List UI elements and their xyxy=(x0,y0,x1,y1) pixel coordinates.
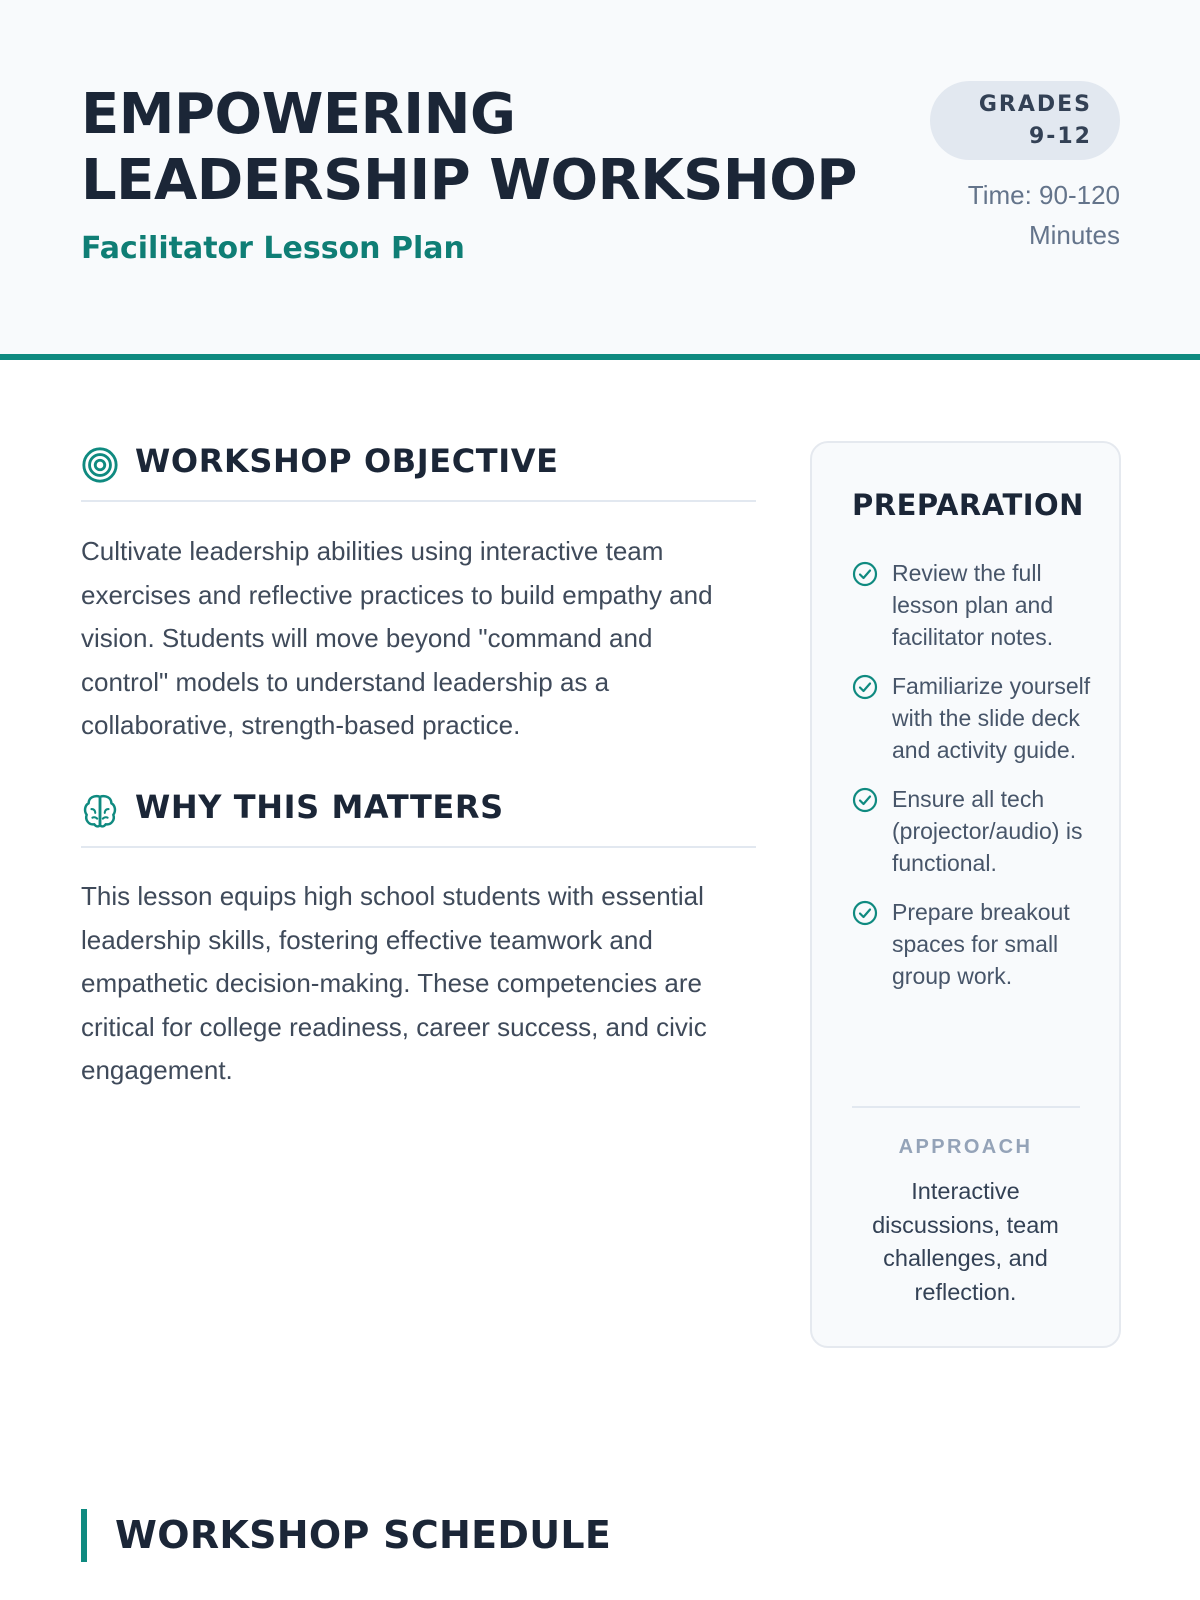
preparation-card xyxy=(810,441,1121,1348)
grades-range: 9-12 xyxy=(1028,123,1092,149)
preparation-item-text: Prepare breakout spaces for small group work. xyxy=(892,899,1070,989)
grades-label: GRADES xyxy=(978,91,1092,117)
check-circle-icon xyxy=(852,900,878,926)
preparation-item-text: Familiarize yourself with the slide deck and activity guide. xyxy=(892,673,1091,763)
preparation-item xyxy=(852,896,1092,992)
preparation-divider xyxy=(852,1106,1080,1108)
page-title: EMPOWERING LEADERSHIP WORKSHOP xyxy=(81,82,857,213)
objective-text: Cultivate leadership abilities using interactive team exercises and reflective practices to build empathy and vision. Students will move beyond "command and control" models to understand leadership as a collaborative, strength-based practice. xyxy=(81,536,713,740)
grades-badge xyxy=(930,81,1120,160)
check-circle-icon xyxy=(852,787,878,813)
objective-section-header xyxy=(81,436,756,502)
preparation-heading: PREPARATION xyxy=(852,488,1084,522)
why-text: This lesson equips high school students with essential leadership skills, fostering effective teamwork and empathetic decision-making. These competencies are critical for college readiness, career success, and civic engagement. xyxy=(81,881,707,1085)
approach-text: Interactive discussions, team challenges, and reflection. xyxy=(872,1178,1059,1305)
preparation-item xyxy=(852,670,1092,766)
preparation-item xyxy=(852,783,1092,879)
check-circle-icon xyxy=(852,561,878,587)
schedule-accent-bar xyxy=(81,1509,87,1562)
objective-heading: WORKSHOP OBJECTIVE xyxy=(135,442,559,480)
brain-icon xyxy=(81,792,119,830)
target-icon xyxy=(81,446,119,484)
why-heading: WHY THIS MATTERS xyxy=(135,788,504,826)
preparation-item-text: Review the full lesson plan and facilitator notes. xyxy=(892,560,1054,650)
preparation-list xyxy=(852,557,1092,1009)
preparation-item xyxy=(852,557,1092,653)
preparation-item-text: Ensure all tech (projector/audio) is functional. xyxy=(892,786,1083,876)
page-subtitle: Facilitator Lesson Plan xyxy=(81,231,465,266)
schedule-heading: WORKSHOP SCHEDULE xyxy=(115,1513,612,1557)
duration-text: Time: 90-120 Minutes xyxy=(967,180,1120,250)
why-section-header xyxy=(81,782,756,848)
check-circle-icon xyxy=(852,674,878,700)
page-header xyxy=(0,0,1200,360)
approach-label: APPROACH xyxy=(898,1136,1033,1158)
